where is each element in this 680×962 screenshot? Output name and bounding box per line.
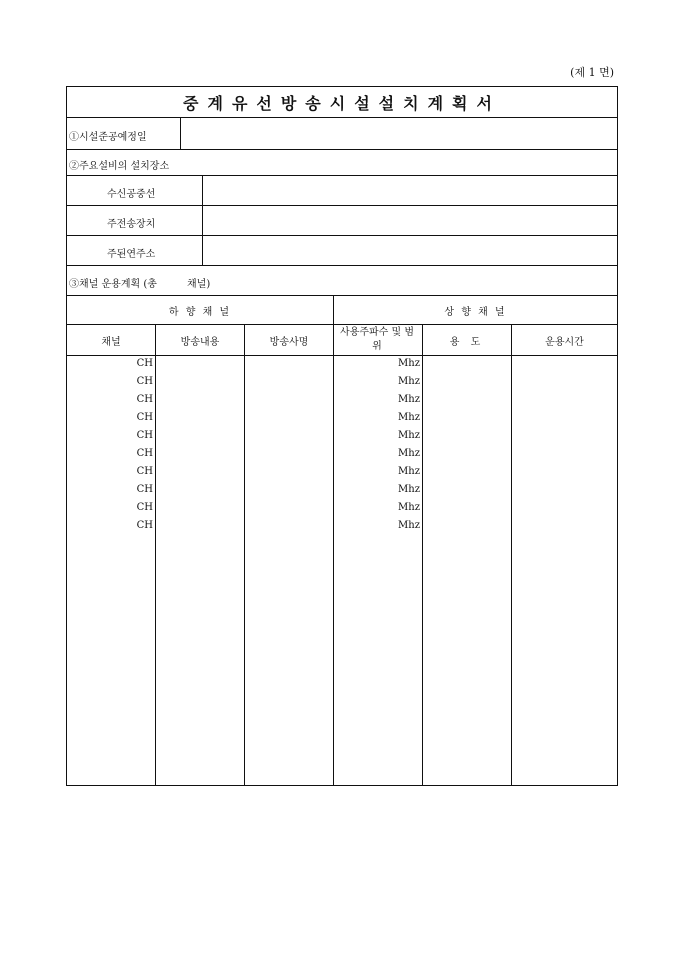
frequency-unit-8: Mhz — [398, 484, 420, 495]
transmitter-row — [67, 206, 617, 236]
studio-field[interactable] — [203, 236, 617, 265]
frequency-unit-9: Mhz — [398, 502, 420, 513]
channel-plan-suffix: 채널) — [187, 279, 211, 290]
col-content: 방송내용 — [180, 336, 220, 348]
channel-unit-4: CH — [136, 412, 153, 423]
col-usage: 용 도 — [449, 336, 485, 348]
form-title: 중계유선방송시설설치계획서 — [183, 93, 501, 113]
col-broadcaster: 방송사명 — [269, 336, 309, 348]
uplink-header: 상 향 채 널 — [444, 306, 507, 318]
completion-date-label: ①시설준공예정일 — [69, 132, 147, 143]
install-location-row — [67, 150, 617, 176]
frequency-unit-1: Mhz — [398, 358, 420, 369]
col-frequency: 사용주파수 및 범위 — [340, 327, 414, 352]
channel-unit-9: CH — [136, 502, 153, 513]
transmitter-label: 주전송장치 — [107, 219, 156, 230]
completion-date-row — [67, 118, 617, 150]
studio-label: 주된연주소 — [107, 249, 156, 260]
downlink-header: 하 향 채 널 — [168, 306, 232, 318]
frequency-unit-10: Mhz — [398, 520, 420, 531]
plan-form — [66, 86, 618, 786]
channel-unit-1: CH — [136, 358, 153, 369]
channel-unit-2: CH — [136, 376, 153, 387]
col-channel: 채널 — [101, 336, 121, 348]
channel-table-body — [67, 356, 617, 785]
frequency-unit-6: Mhz — [398, 448, 420, 459]
install-location-label: ②주요설비의 설치장소 — [69, 161, 170, 172]
channel-unit-7: CH — [136, 466, 153, 477]
direction-header-row — [67, 296, 617, 325]
frequency-unit-7: Mhz — [398, 466, 420, 477]
antenna-row — [67, 176, 617, 206]
channel-total-field[interactable] — [167, 272, 187, 290]
channel-plan-label: ③채널 운용계획 (총 — [69, 279, 157, 290]
frequency-unit-3: Mhz — [398, 394, 420, 405]
channel-unit-6: CH — [136, 448, 153, 459]
channel-unit-10: CH — [136, 520, 153, 531]
studio-row — [67, 236, 617, 266]
completion-date-field[interactable] — [181, 118, 617, 149]
channel-unit-8: CH — [136, 484, 153, 495]
frequency-unit-2: Mhz — [398, 376, 420, 387]
antenna-label: 수신공중선 — [107, 189, 156, 200]
channel-unit-5: CH — [136, 430, 153, 441]
page-number: (제 1 면) — [570, 66, 614, 79]
channel-unit-3: CH — [136, 394, 153, 405]
frequency-unit-5: Mhz — [398, 430, 420, 441]
column-header-row — [67, 325, 617, 356]
channel-plan-row — [67, 266, 617, 296]
title-row — [67, 87, 617, 118]
col-hours: 운용시간 — [545, 336, 584, 348]
frequency-unit-4: Mhz — [398, 412, 420, 423]
transmitter-field[interactable] — [203, 206, 617, 235]
antenna-field[interactable] — [203, 176, 617, 205]
